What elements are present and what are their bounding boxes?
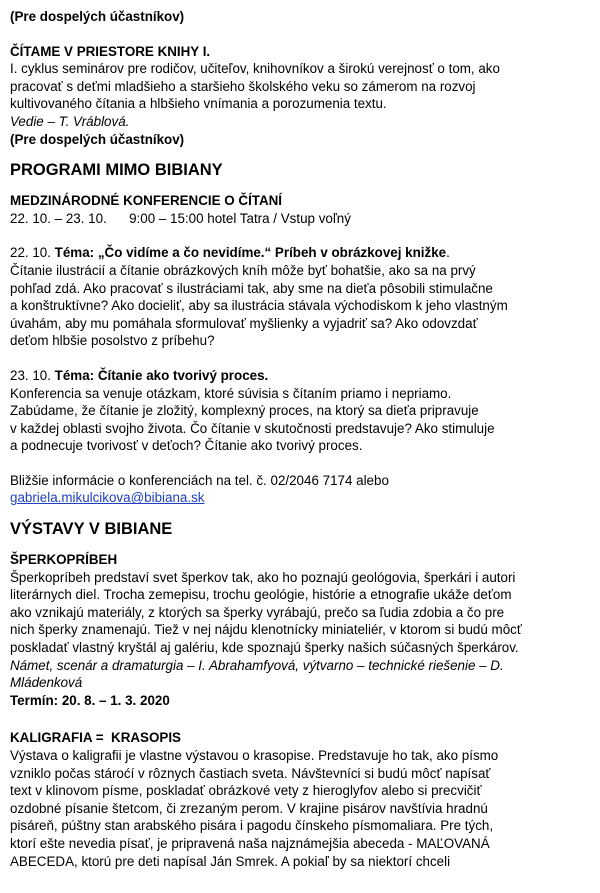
conference-title: MEDZINÁRODNÉ KONFERENCIE O ČÍTANÍ — [10, 193, 283, 209]
seminar-description: I. cyklus seminárov pre rodičov, učiteľov, knihovníkov a širokú verejnosť o tom, ako pracovať s deťmi mladšieho a staršieho školského veku so zámerom na rozvoj kultivovaného čítania a hlbšieho vnímania a porozumenia textu. — [10, 61, 500, 112]
exhibition2-title: KALIGRAFIA = KRASOPIS — [10, 730, 181, 746]
exhibition1-term: Termín: 20. 8. – 1. 3. 2020 — [10, 692, 170, 708]
exhibition1-description: Šperkopríbeh predstaví svet šperkov tak, ako ho poznajú geológovia, šperkári i autori literárnych diel. Trocha zemepisu, trochu geológie, histórie a etnografie ukáže deťom ako vznikajú materiály, z ktorých sa šperky vyrábajú, prečo sa ľudia zdobia a čo pre nich šperky znamenajú. Tiež v nej nájdu klenotnícky miniateliér, v ktorom si budú môcť poskladať vlastný kryštál aj galériu, kde spoznajú šperky našich súčasných šperkárov. — [10, 569, 522, 656]
conference-info: Bližšie informácie o konferenciách na tel. č. 02/2046 7174 alebo — [10, 472, 389, 488]
day2-date: 23. 10. — [10, 367, 55, 383]
seminar-title: ČÍTAME V PRIESTORE KNIHY I. — [10, 43, 211, 59]
exhibition1-credits: Námet, scenár a dramaturgia – I. Abrahamfyová, výtvarno – technické riešenie – D. Mládenková — [10, 657, 504, 691]
conference-day2-body: Konferencia sa venuje otázkam, ktoré súvisia s čítaním priamo i nepriamo. Zabúdame, že čítanie je zložitý, komplexný proces, na ktorý sa dieťa pripravuje v každej oblasti svojho života. Čo čítanie v skutočnosti predstavuje? Ako stimuluje a podnecuje tvorivosť v deťoch? Čítanie ako tvorivý proces. — [10, 385, 495, 454]
exhibition1-title: ŠPERKOPRÍBEH — [10, 552, 118, 568]
conference-day2-heading — [10, 367, 592, 385]
section-heading-programs: PROGRAMI MIMO BIBIANY — [10, 161, 223, 180]
document-page — [10, 8, 592, 870]
day1-theme: Téma: „Čo vidíme a čo nevidíme.“ Príbeh v obrázkovej knižke — [54, 245, 447, 261]
conference-day1-heading — [10, 244, 592, 262]
audience-note: (Pre dospelých účastníkov) — [10, 131, 185, 147]
exhibition2-description: Výstava o kaligrafii je vlastne výstavou o krasopise. Predstavuje ho tak, ako písmo vzniklo počas stároćí v rôznych častiach sveta. Návštevníci si budú môcť napísať text v klinovom písme, poskladať obrázkové vety z hieroglyfov alebo si precvičiť ozdobné písanie štetcom, či zrezaným perom. V krajine pisárov navštívia hradnú pisáreň, púštny stan arabského pisára i pagodu čínskeho písmomaliara. Pre tých, ktorí ešte nevedia písať, je pripravená naša najznámejšia abeceda - MAĽOVANÁ ABECEDA, ktorú pre deti napísal Ján Smrek. A pokiaľ by sa niektorí chceli — [10, 748, 499, 869]
day2-theme: Téma: Čítanie ako tvorivý proces. — [54, 367, 269, 383]
audience-note-top: (Pre dospelých účastníkov) — [10, 9, 185, 24]
contact-email-link[interactable]: gabriela.mikulcikova@bibiana.sk — [10, 490, 205, 506]
conference-dates: 22. 10. – 23. 10. 9:00 – 15:00 hotel Tatra / Vstup voľný — [10, 210, 351, 226]
section-heading-exhibitions: VÝSTAVY V BIBIANE — [10, 520, 173, 539]
seminar-lead: Vedie – T. Vráblová. — [10, 113, 130, 129]
day1-period: . — [446, 245, 450, 261]
conference-day1-body: Čítanie ilustrácií a čítanie obrázkových kníh môže byť bohatšie, ako sa na prvý pohľad zdá. Ako pracovať s ilustráciami tak, aby sme na dieťa pôsobili stimulačne a konštruktívne? Ako docieliť, aby sa ilustrácia stávala východiskom k jeho vlastným úvahám, aby mu pomáhala sformulovať myšlienky a vyjadriť sa? Ako odovzdať deťom hlbšie posolstvo z príbehu? — [10, 262, 508, 349]
day1-date: 22. 10. — [10, 245, 55, 261]
